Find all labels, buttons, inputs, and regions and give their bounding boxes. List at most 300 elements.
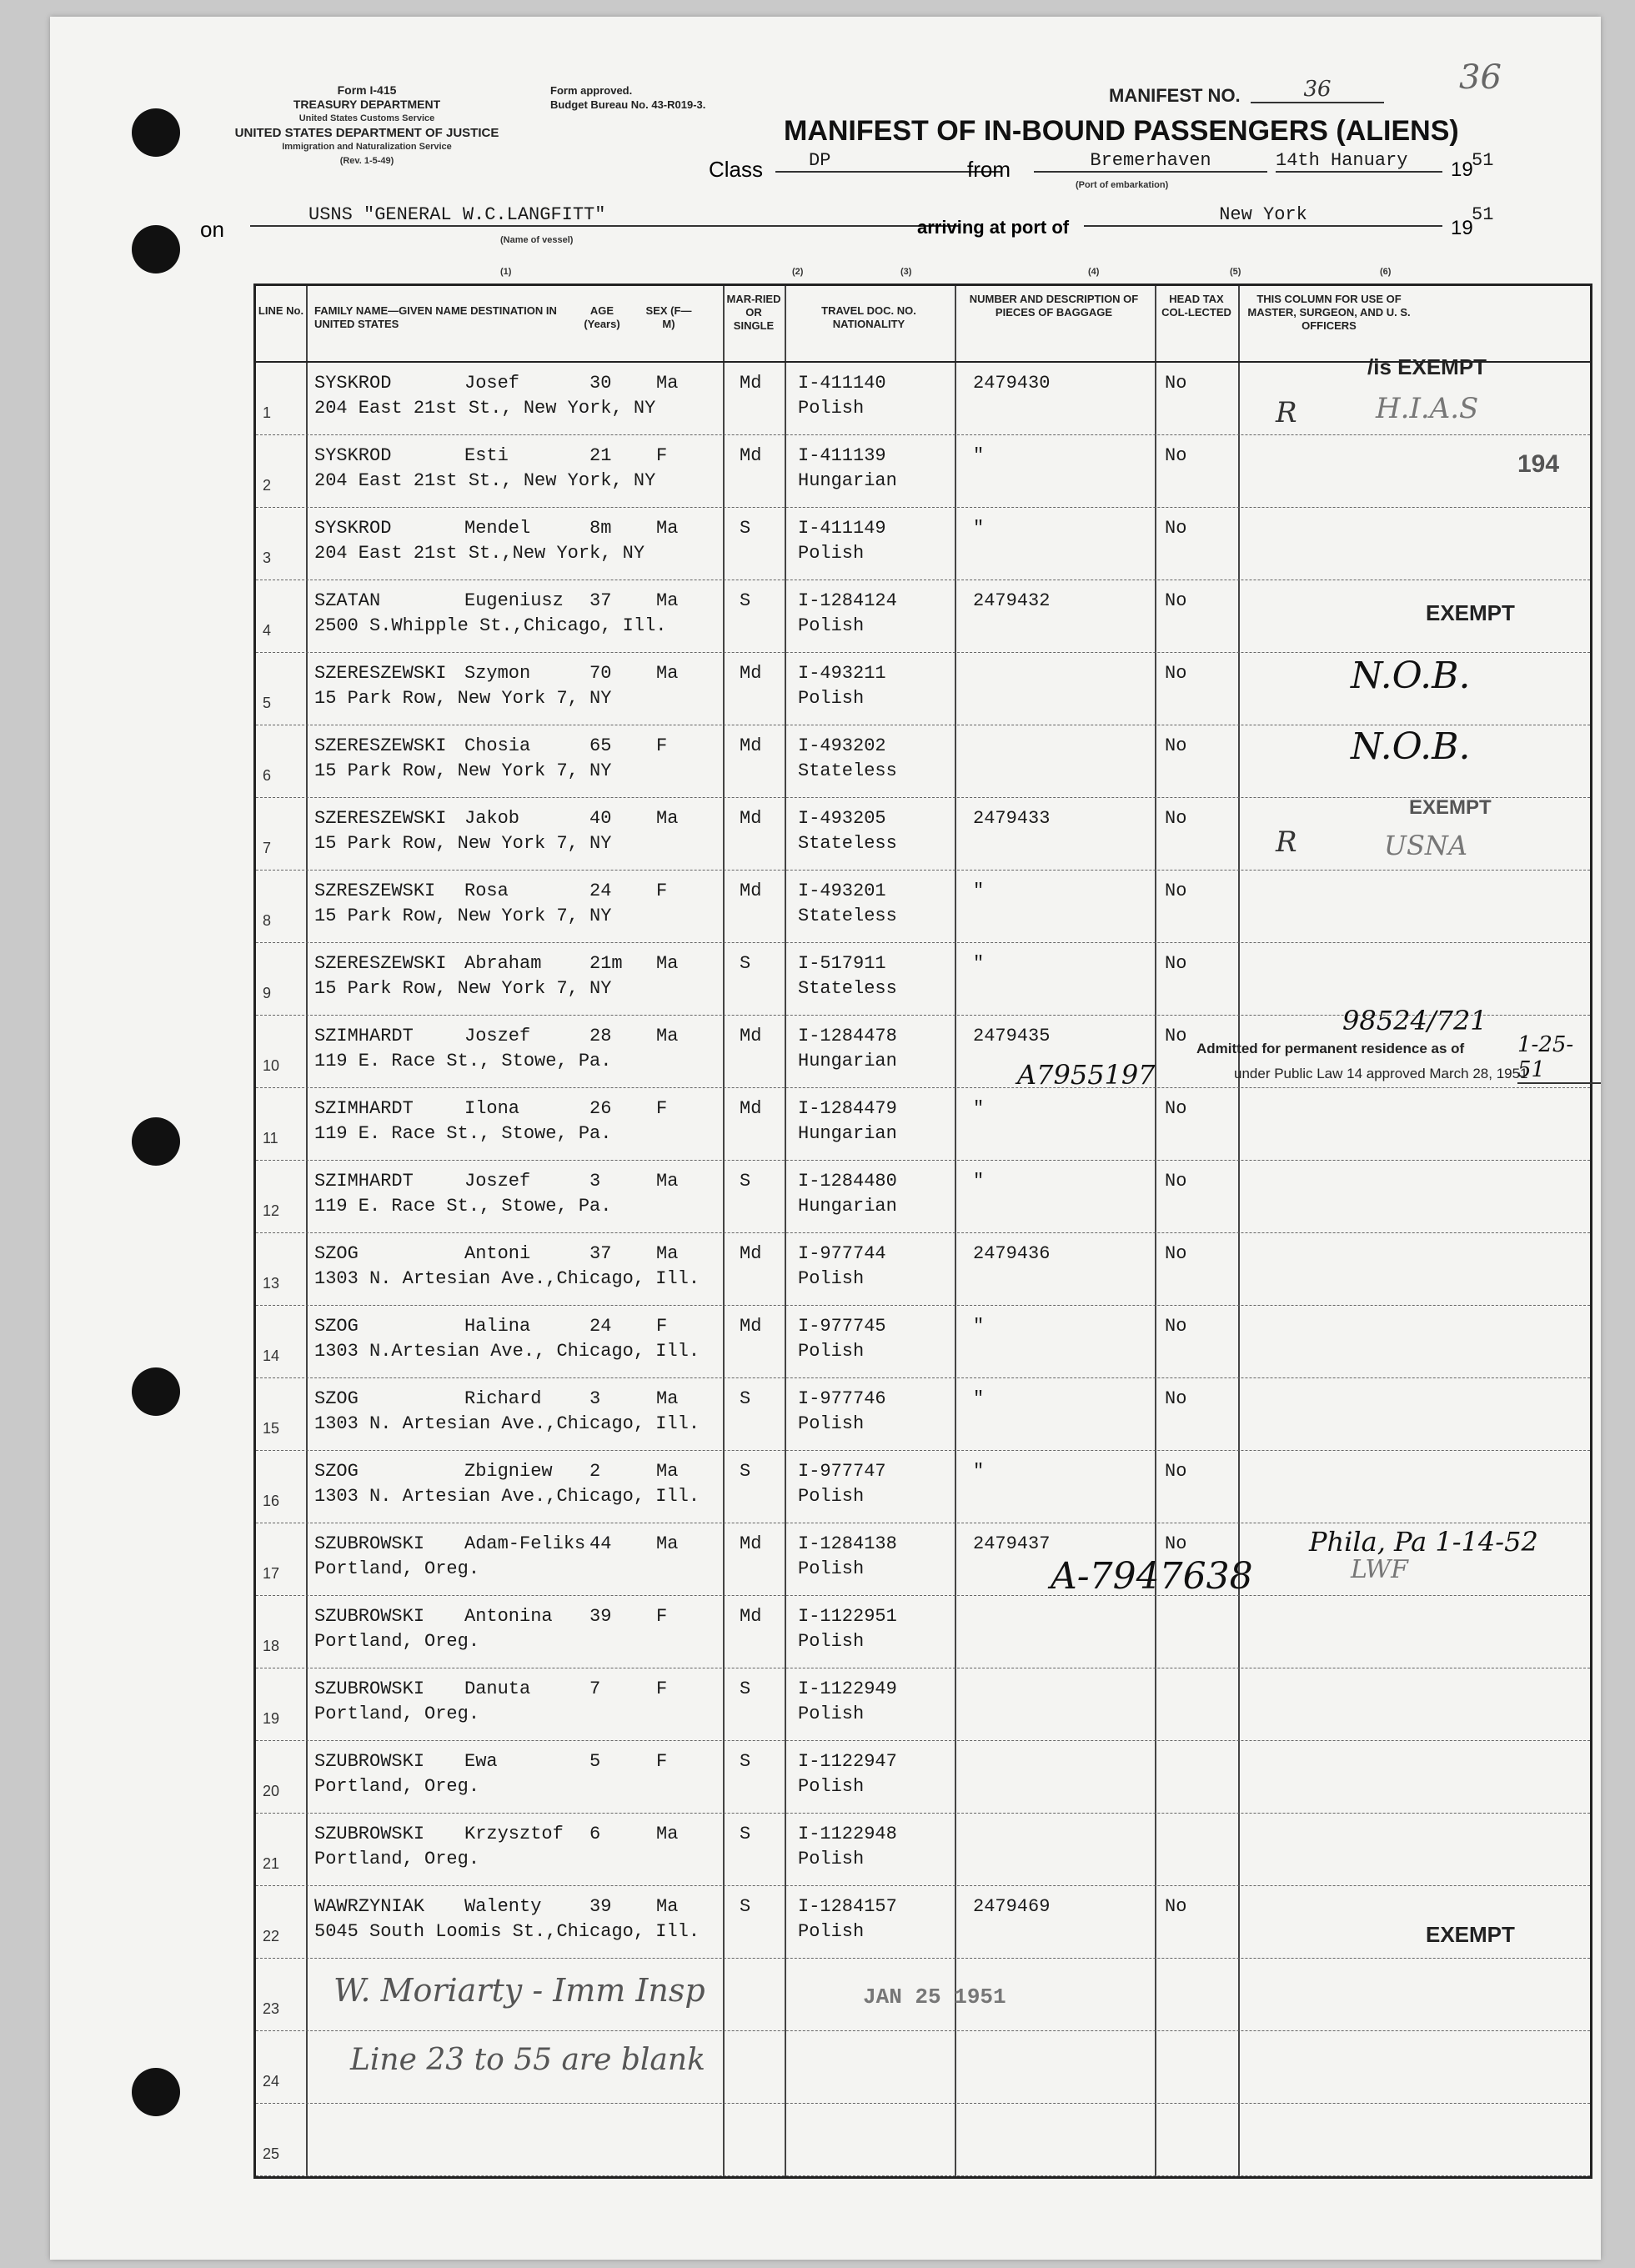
- given-name: Ewa: [464, 1751, 498, 1772]
- header-married: MAR-RIED OR SINGLE: [726, 293, 781, 332]
- baggage-number: ": [973, 881, 985, 901]
- travel-doc-no: I-493202: [798, 735, 886, 756]
- age: 39: [589, 1896, 612, 1917]
- given-name: Eugeniusz: [464, 590, 564, 611]
- age: 21: [589, 445, 612, 466]
- age: 7: [589, 1678, 601, 1699]
- given-name: Krzysztof: [464, 1824, 564, 1844]
- family-name: SYSKROD: [314, 445, 392, 466]
- head-tax: No: [1165, 953, 1187, 974]
- sex: F: [656, 1751, 668, 1772]
- on-label: on: [200, 217, 224, 242]
- travel-doc-no: I-1284138: [798, 1533, 897, 1554]
- marital-status: Md: [740, 1606, 762, 1627]
- travel-doc-no: I-493211: [798, 663, 886, 684]
- given-name: Antoni: [464, 1243, 531, 1264]
- destination-address: 15 Park Row, New York 7, NY: [314, 978, 612, 999]
- baggage-number: ": [973, 1098, 985, 1119]
- travel-doc-no: I-1284157: [798, 1896, 897, 1917]
- col-num-4: (4): [1088, 267, 1100, 277]
- family-name: SZUBROWSKI: [314, 1751, 425, 1772]
- travel-doc-no: I-493205: [798, 808, 886, 829]
- header-line-no: LINE No.: [258, 304, 304, 317]
- blank-lines-note: Line 23 to 55 are blank: [350, 2043, 705, 2077]
- baggage-number: 2479433: [973, 808, 1051, 829]
- baggage-number: ": [973, 445, 985, 466]
- marital-status: Md: [740, 1316, 762, 1337]
- destination-address: 15 Park Row, New York 7, NY: [314, 688, 612, 709]
- r-mark-7: R: [1276, 825, 1297, 859]
- head-tax: No: [1165, 445, 1187, 466]
- given-name: Adam-Feliks: [464, 1533, 586, 1554]
- table-row: [256, 435, 1590, 508]
- family-name: SZUBROWSKI: [314, 1533, 425, 1554]
- class-label: Class: [709, 157, 764, 182]
- nationality: Stateless: [798, 833, 897, 854]
- marital-status: Md: [740, 1533, 762, 1554]
- family-name: SZOG: [314, 1461, 359, 1482]
- marital-status: Md: [740, 881, 762, 901]
- table-row: [256, 1161, 1590, 1233]
- travel-doc-no: I-1122949: [798, 1678, 897, 1699]
- age: 37: [589, 590, 612, 611]
- marital-status: S: [740, 1824, 751, 1844]
- line-number: 20: [263, 1783, 280, 1799]
- hias-note: H.I.A.S: [1376, 392, 1479, 425]
- sex: Ma: [656, 663, 679, 684]
- col-num-5: (5): [1230, 267, 1241, 277]
- punch-hole: [132, 108, 180, 157]
- family-name: SZERESZEWSKI: [314, 953, 447, 974]
- sex: F: [656, 445, 668, 466]
- nationality: Polish: [798, 1341, 865, 1362]
- line-number: 24: [263, 2073, 280, 2090]
- vessel-name: USNS "GENERAL W.C.LANGFITT": [250, 204, 959, 227]
- year-value: 51: [1472, 150, 1494, 171]
- usna-note: USNA: [1384, 830, 1467, 861]
- given-name: Zbigniew: [464, 1461, 553, 1482]
- travel-doc-no: I-411139: [798, 445, 886, 466]
- head-tax: No: [1165, 1316, 1187, 1337]
- age: 6: [589, 1824, 601, 1844]
- family-name: SZIMHARDT: [314, 1098, 414, 1119]
- table-row: [256, 871, 1590, 943]
- destination-address: 1303 N. Artesian Ave.,Chicago, Ill.: [314, 1268, 700, 1289]
- destination-address: Portland, Oreg.: [314, 1631, 480, 1652]
- travel-doc-no: I-1284480: [798, 1171, 897, 1192]
- sex: F: [656, 1098, 668, 1119]
- nationality: Polish: [798, 1486, 865, 1507]
- header-baggage: NUMBER AND DESCRIPTION OF PIECES OF BAGGAGE: [969, 293, 1139, 319]
- alien-number-10: A7955197: [1017, 1059, 1156, 1091]
- table-row: [256, 1814, 1590, 1886]
- family-name: SZUBROWSKI: [314, 1824, 425, 1844]
- sex: Ma: [656, 1896, 679, 1917]
- header-officers: THIS COLUMN FOR USE OF MASTER, SURGEON, AND U. S. OFFICERS: [1247, 293, 1411, 332]
- table-header: [256, 286, 1590, 363]
- travel-doc-no: I-977746: [798, 1388, 886, 1409]
- table-row: [256, 1668, 1590, 1741]
- nationality: Hungarian: [798, 1196, 897, 1217]
- given-name: Joszef: [464, 1171, 531, 1192]
- ins-name: Immigration and Naturalization Service: [282, 142, 452, 152]
- baggage-number: 2479437: [973, 1533, 1051, 1554]
- sex: Ma: [656, 1026, 679, 1046]
- destination-address: 1303 N.Artesian Ave., Chicago, Ill.: [314, 1341, 700, 1362]
- table-row: [256, 1741, 1590, 1814]
- col-num-3: (3): [900, 267, 912, 277]
- given-name: Chosia: [464, 735, 531, 756]
- embarkation-caption: (Port of embarkation): [1076, 180, 1169, 190]
- baggage-number: ": [973, 1388, 985, 1409]
- family-name: SZATAN: [314, 590, 381, 611]
- family-name: SZERESZEWSKI: [314, 663, 447, 684]
- punch-hole: [132, 1367, 180, 1416]
- line-number: 8: [263, 912, 272, 929]
- head-tax: No: [1165, 663, 1187, 684]
- table-row: [256, 1886, 1590, 1959]
- number-194: 194: [1517, 450, 1560, 478]
- r-mark-1: R: [1276, 396, 1297, 429]
- line-number: 14: [263, 1347, 280, 1364]
- nationality: Polish: [798, 1776, 865, 1797]
- baggage-number: 2479430: [973, 373, 1051, 394]
- line-number: 9: [263, 985, 272, 1001]
- manifest-no-value: 36: [1251, 77, 1384, 103]
- vessel-caption: (Name of vessel): [500, 235, 574, 245]
- destination-address: 204 East 21st St.,New York, NY: [314, 543, 645, 564]
- age: 21m: [589, 953, 623, 974]
- given-name: Esti: [464, 445, 509, 466]
- head-tax: No: [1165, 1098, 1187, 1119]
- head-tax: No: [1165, 1461, 1187, 1482]
- given-name: Walenty: [464, 1896, 542, 1917]
- line-number: 22: [263, 1928, 280, 1944]
- head-tax: No: [1165, 1171, 1187, 1192]
- year2-value: 51: [1472, 204, 1494, 225]
- sex: Ma: [656, 808, 679, 829]
- age: 5: [589, 1751, 601, 1772]
- nationality: Stateless: [798, 978, 897, 999]
- table-row: [256, 2104, 1590, 2176]
- given-name: Abraham: [464, 953, 542, 974]
- form-number: Form I-415: [337, 83, 397, 97]
- sex: Ma: [656, 1388, 679, 1409]
- table-row: [256, 1596, 1590, 1668]
- table-row: [256, 1233, 1590, 1306]
- phila-note: Phila, Pa 1-14-52: [1309, 1526, 1538, 1558]
- nationality: Polish: [798, 1558, 865, 1579]
- destination-address: 1303 N. Artesian Ave.,Chicago, Ill.: [314, 1486, 700, 1507]
- destination-address: 204 East 21st St., New York, NY: [314, 398, 656, 419]
- head-tax: No: [1165, 373, 1187, 394]
- class-value: DP: [775, 150, 1001, 173]
- age: 24: [589, 1316, 612, 1337]
- head-tax: No: [1165, 518, 1187, 539]
- exempt-stamp-22: EXEMPT: [1426, 1922, 1515, 1947]
- table-row: [256, 580, 1590, 653]
- date-stamp: JAN 25 1951: [863, 1984, 1006, 2010]
- manifest-no-label: MANIFEST NO.: [1109, 85, 1241, 106]
- travel-doc-no: I-411149: [798, 518, 886, 539]
- line-number: 10: [263, 1057, 280, 1074]
- age: 40: [589, 808, 612, 829]
- header-sex: SEX (F—M): [645, 304, 692, 330]
- sex: F: [656, 881, 668, 901]
- punch-hole: [132, 2068, 180, 2116]
- nationality: Polish: [798, 688, 865, 709]
- punch-hole: [132, 1117, 180, 1166]
- given-name: Richard: [464, 1388, 542, 1409]
- table-body: [256, 363, 1590, 2176]
- destination-address: 119 E. Race St., Stowe, Pa.: [314, 1123, 612, 1144]
- lwf-note: LWF: [1351, 1555, 1408, 1584]
- given-name: Ilona: [464, 1098, 520, 1119]
- age: 26: [589, 1098, 612, 1119]
- family-name: SZRESZEWSKI: [314, 881, 436, 901]
- destination-address: Portland, Oreg.: [314, 1776, 480, 1797]
- destination-address: 119 E. Race St., Stowe, Pa.: [314, 1051, 612, 1071]
- customs-service: United States Customs Service: [298, 113, 435, 123]
- sex: Ma: [656, 590, 679, 611]
- travel-doc-no: I-517911: [798, 953, 886, 974]
- table-row: [256, 1306, 1590, 1378]
- nationality: Polish: [798, 1413, 865, 1434]
- marital-status: Md: [740, 445, 762, 466]
- family-name: SZIMHARDT: [314, 1026, 414, 1046]
- destination-address: Portland, Oreg.: [314, 1849, 480, 1869]
- arrival-port: New York: [1084, 204, 1442, 227]
- family-name: SZUBROWSKI: [314, 1678, 425, 1699]
- age: 3: [589, 1388, 601, 1409]
- inspector-signature: W. Moriarty - Imm Insp: [334, 1972, 705, 2009]
- family-name: SYSKROD: [314, 518, 392, 539]
- sex: Ma: [656, 1461, 679, 1482]
- table-row: [256, 1088, 1590, 1161]
- marital-status: S: [740, 1896, 751, 1917]
- destination-address: Portland, Oreg.: [314, 1704, 480, 1724]
- travel-doc-no: I-1284479: [798, 1098, 897, 1119]
- sex: F: [656, 1678, 668, 1699]
- budget-bureau-text: Budget Bureau No. 43-R019-3.: [550, 98, 706, 111]
- admitted-stamp-text: Admitted for permanent residence as of: [1196, 1041, 1465, 1056]
- destination-address: Portland, Oreg.: [314, 1558, 480, 1579]
- family-name: SZERESZEWSKI: [314, 808, 447, 829]
- marital-status: Md: [740, 1098, 762, 1119]
- arriving-label: arriving at port of: [917, 217, 1070, 238]
- given-name: Szymon: [464, 663, 531, 684]
- travel-doc-no: I-1122947: [798, 1751, 897, 1772]
- marital-status: Md: [740, 373, 762, 394]
- given-name: Mendel: [464, 518, 531, 539]
- nationality: Hungarian: [798, 1051, 897, 1071]
- line-number: 2: [263, 477, 272, 494]
- nationality: Stateless: [798, 906, 897, 926]
- passenger-table: [253, 284, 1592, 2179]
- travel-doc-no: I-1122948: [798, 1824, 897, 1844]
- header-travel-doc: TRAVEL DOC. NO. NATIONALITY: [821, 304, 916, 330]
- age: 44: [589, 1533, 612, 1554]
- line-number: 23: [263, 2000, 280, 2017]
- from-label: from: [967, 157, 1011, 182]
- nationality: Polish: [798, 1921, 865, 1942]
- sex: Ma: [656, 373, 679, 394]
- sex: Ma: [656, 1824, 679, 1844]
- sex: Ma: [656, 953, 679, 974]
- family-name: SZOG: [314, 1316, 359, 1337]
- col-num-2: (2): [792, 267, 804, 277]
- nationality: Polish: [798, 1849, 865, 1869]
- line-number: 3: [263, 549, 272, 566]
- baggage-number: ": [973, 1171, 985, 1192]
- head-tax: No: [1165, 808, 1187, 829]
- header-age: AGE (Years): [584, 304, 620, 330]
- year-prefix: 19: [1451, 158, 1473, 181]
- sex: Ma: [656, 1171, 679, 1192]
- travel-doc-no: I-977744: [798, 1243, 886, 1264]
- public-law-text: under Public Law 14 approved March 28, 1951: [1234, 1066, 1528, 1081]
- travel-doc-no: I-493201: [798, 881, 886, 901]
- baggage-number: ": [973, 1461, 985, 1482]
- col-num-1: (1): [500, 267, 512, 277]
- admitted-file-number: 98524/721: [1342, 1005, 1487, 1036]
- baggage-number: 2479469: [973, 1896, 1051, 1917]
- given-name: Rosa: [464, 881, 509, 901]
- baggage-number: ": [973, 1316, 985, 1337]
- age: 39: [589, 1606, 612, 1627]
- travel-doc-no: I-1284478: [798, 1026, 897, 1046]
- sex: Ma: [656, 1243, 679, 1264]
- age: 2: [589, 1461, 601, 1482]
- given-name: Josef: [464, 373, 520, 394]
- marital-status: S: [740, 953, 751, 974]
- given-name: Danuta: [464, 1678, 531, 1699]
- marital-status: S: [740, 518, 751, 539]
- line-number: 18: [263, 1638, 280, 1654]
- line-number: 21: [263, 1855, 280, 1872]
- given-name: Antonina: [464, 1606, 553, 1627]
- line-number: 13: [263, 1275, 280, 1292]
- marital-status: S: [740, 1751, 751, 1772]
- marital-status: Md: [740, 808, 762, 829]
- baggage-number: 2479436: [973, 1243, 1051, 1264]
- family-name: WAWRZYNIAK: [314, 1896, 425, 1917]
- sex: F: [656, 1606, 668, 1627]
- line-number: 16: [263, 1493, 280, 1509]
- nationality: Hungarian: [798, 1123, 897, 1144]
- destination-address: 15 Park Row, New York 7, NY: [314, 760, 612, 781]
- sex: F: [656, 735, 668, 756]
- age: 65: [589, 735, 612, 756]
- head-tax: No: [1165, 1388, 1187, 1409]
- nationality: Polish: [798, 1268, 865, 1289]
- destination-address: 1303 N. Artesian Ave.,Chicago, Ill.: [314, 1413, 700, 1434]
- marital-status: Md: [740, 735, 762, 756]
- travel-doc-no: I-977745: [798, 1316, 886, 1337]
- given-name: Jakob: [464, 808, 520, 829]
- nationality: Hungarian: [798, 470, 897, 491]
- line-number: 6: [263, 767, 272, 784]
- marital-status: S: [740, 1461, 751, 1482]
- justice-dept: UNITED STATES DEPARTMENT OF JUSTICE: [234, 126, 499, 140]
- head-tax: No: [1165, 1896, 1187, 1917]
- head-tax: No: [1165, 1533, 1187, 1554]
- alien-number-17: A-7947638: [1051, 1555, 1253, 1598]
- table-row: [256, 1451, 1590, 1523]
- nationality: Polish: [798, 543, 865, 564]
- travel-doc-no: I-411140: [798, 373, 886, 394]
- marital-status: S: [740, 1388, 751, 1409]
- family-name: SZIMHARDT: [314, 1171, 414, 1192]
- nationality: Polish: [798, 1704, 865, 1724]
- embarkation-port: Bremerhaven: [1034, 150, 1267, 173]
- destination-address: 119 E. Race St., Stowe, Pa.: [314, 1196, 612, 1217]
- age: 70: [589, 663, 612, 684]
- travel-doc-no: I-1284124: [798, 590, 897, 611]
- form-approved-text: Form approved.: [550, 84, 633, 97]
- nationality: Polish: [798, 398, 865, 419]
- head-tax: No: [1165, 881, 1187, 901]
- age: 28: [589, 1026, 612, 1046]
- baggage-number: ": [973, 953, 985, 974]
- line-number: 15: [263, 1420, 280, 1437]
- line-number: 7: [263, 840, 272, 856]
- line-number: 4: [263, 622, 272, 639]
- header-name: FAMILY NAME—GIVEN NAME DESTINATION IN UNITED STATES: [314, 304, 557, 330]
- destination-address: 15 Park Row, New York 7, NY: [314, 833, 612, 854]
- line-number: 1: [263, 404, 272, 421]
- destination-address: 204 East 21st St., New York, NY: [314, 470, 656, 491]
- family-name: SYSKROD: [314, 373, 392, 394]
- family-name: SZOG: [314, 1388, 359, 1409]
- line-number: 5: [263, 695, 272, 711]
- rev-date: (Rev. 1-5-49): [339, 156, 394, 166]
- destination-address: 5045 South Loomis St.,Chicago, Ill.: [314, 1921, 700, 1942]
- year2-prefix: 19: [1451, 217, 1473, 239]
- exempt-stamp-4: EXEMPT: [1426, 600, 1515, 625]
- given-name: Halina: [464, 1316, 531, 1337]
- age: 37: [589, 1243, 612, 1264]
- corner-number: 36: [1459, 58, 1502, 97]
- baggage-number: ": [973, 518, 985, 539]
- nob-note-6: N.O.B.: [1351, 725, 1471, 768]
- head-tax: No: [1165, 735, 1187, 756]
- travel-doc-no: I-977747: [798, 1461, 886, 1482]
- exempt-stamp-7: EXEMPT: [1409, 796, 1492, 819]
- nationality: Polish: [798, 615, 865, 636]
- marital-status: Md: [740, 1026, 762, 1046]
- age: 24: [589, 881, 612, 901]
- exempt-stamp-1: /is EXEMPT: [1367, 354, 1487, 379]
- baggage-number: 2479435: [973, 1026, 1051, 1046]
- line-number: 12: [263, 1202, 280, 1219]
- nationality: Polish: [798, 1631, 865, 1652]
- destination-address: 15 Park Row, New York 7, NY: [314, 906, 612, 926]
- manifest-sheet: [50, 17, 1601, 2260]
- line-number: 25: [263, 2145, 280, 2162]
- baggage-number: 2479432: [973, 590, 1051, 611]
- family-name: SZUBROWSKI: [314, 1606, 425, 1627]
- head-tax: No: [1165, 1243, 1187, 1264]
- embarkation-date: 14th Hanuary: [1276, 150, 1442, 173]
- head-tax: No: [1165, 1026, 1187, 1046]
- age: 30: [589, 373, 612, 394]
- sex: Ma: [656, 1533, 679, 1554]
- marital-status: S: [740, 1678, 751, 1699]
- head-tax: No: [1165, 590, 1187, 611]
- sex: F: [656, 1316, 668, 1337]
- form-approval: [550, 83, 767, 112]
